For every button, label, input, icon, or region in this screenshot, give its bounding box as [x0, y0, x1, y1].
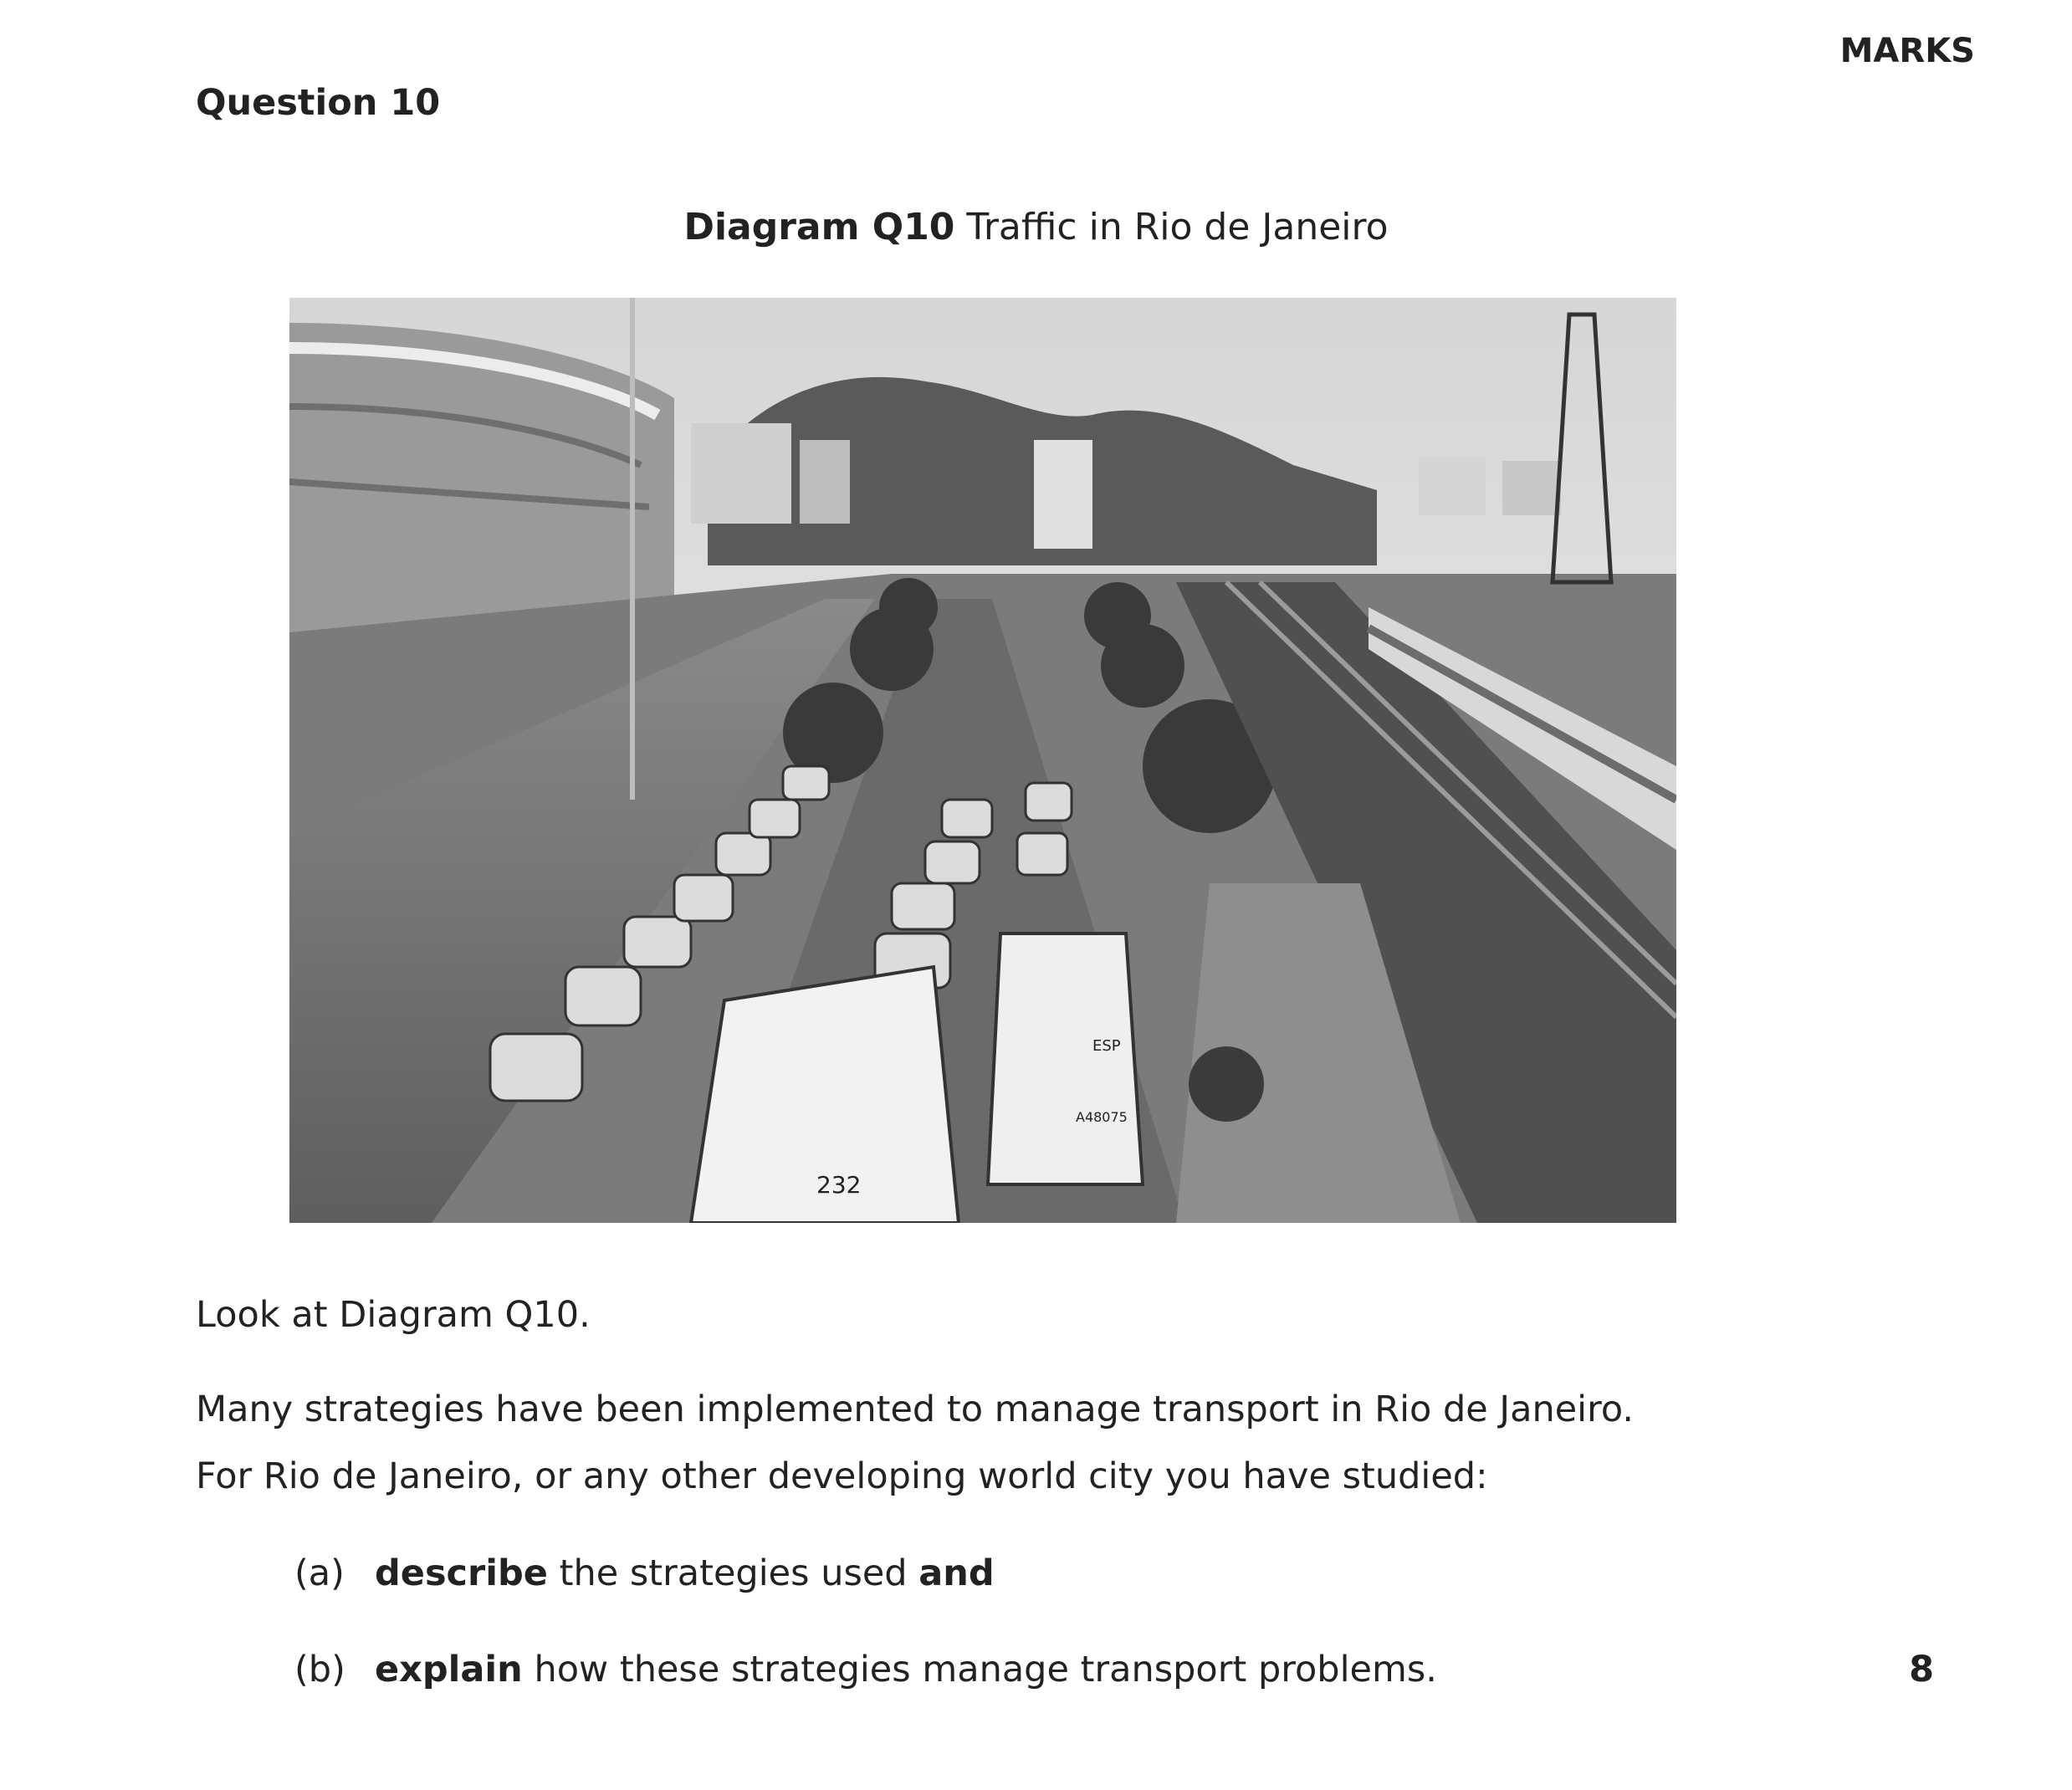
- bus-front-number: 232: [816, 1171, 862, 1199]
- traffic-photo-illustration: [289, 298, 1676, 1223]
- question-title: Question 10: [196, 82, 441, 124]
- traffic-photo: [289, 298, 1676, 1223]
- building: [1502, 461, 1561, 515]
- bus-rear: [988, 933, 1143, 1184]
- part-connector: and: [918, 1552, 995, 1594]
- building: [1034, 440, 1092, 549]
- prompt-line: For Rio de Janeiro, or any other developing world city you have studied:: [196, 1455, 1488, 1497]
- question-part-b: [294, 1649, 1437, 1690]
- marks-column-heading: MARKS: [1839, 32, 1975, 70]
- marks-value: 8: [1909, 1649, 1934, 1690]
- part-label: (a): [294, 1552, 345, 1594]
- building: [800, 440, 850, 524]
- question-part-a: [294, 1552, 995, 1594]
- building: [691, 423, 791, 524]
- part-text: the strategies used: [547, 1552, 919, 1594]
- command-word: explain: [375, 1649, 523, 1690]
- building: [1419, 457, 1486, 515]
- bus-rear-id: A48075: [1076, 1109, 1128, 1125]
- bus-rear-route: ESP: [1092, 1037, 1121, 1055]
- part-label: (b): [294, 1649, 345, 1690]
- context-line: Many strategies have been implemented to manage transport in Rio de Janeiro.: [196, 1389, 1635, 1430]
- diagram-caption-text: Traffic in Rio de Janeiro: [966, 206, 1389, 248]
- diagram-caption: [0, 206, 2072, 248]
- instruction-line: Look at Diagram Q10.: [196, 1294, 591, 1336]
- part-text: how these strategies manage transport problems.: [522, 1649, 1437, 1690]
- command-word: describe: [375, 1552, 548, 1594]
- diagram-caption-label: Diagram Q10: [683, 206, 955, 248]
